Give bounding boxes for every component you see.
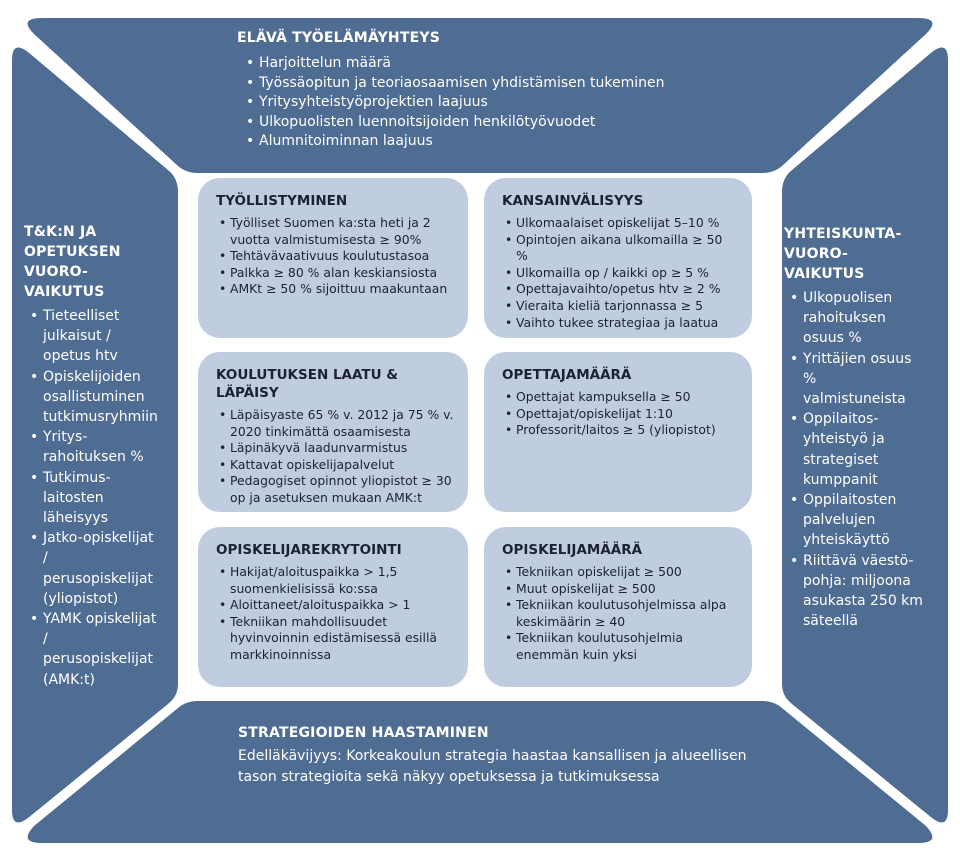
list-item: • Tieteelliset julkaisut / opetus htv xyxy=(43,306,159,367)
list-item: • Palkka ≥ 80 % alan keskiansiosta xyxy=(230,265,454,282)
left-title-line: T&K:N JA xyxy=(24,224,97,240)
box-koulutuksen-laatu xyxy=(198,352,468,512)
left-title-line: VAIKUTUS xyxy=(24,284,105,300)
right-title-line: VAIKUTUS xyxy=(784,266,865,282)
list-item: • Pedagogiset opinnot yliopistot ≥ 30 op ja asetuksen mukaan AMK:t xyxy=(230,473,454,506)
list-item: • Ulkomailla op / kaikki op ≥ 5 % xyxy=(516,265,738,282)
left-title-line: OPETUKSEN xyxy=(24,244,121,260)
list-item: • Oppilaitos-yhteistyö ja strategiset kumppanit xyxy=(803,409,923,490)
list-item: • Kattavat opiskelijapalvelut xyxy=(230,457,454,474)
list-item: • Ulkopuolisen rahoituksen osuus % xyxy=(803,288,923,349)
list-item: • Aloittaneet/aloituspaikka > 1 xyxy=(230,597,454,614)
left-list xyxy=(24,306,159,690)
left-title xyxy=(24,222,174,302)
list-item: • Hakijat/aloituspaikka > 1,5 suomenkielisissä ko:ssa xyxy=(230,564,454,597)
list-item: • Riittävä väestö-pohja: miljoona asukasta 250 km säteellä xyxy=(803,551,923,632)
list-item: • Opettajat kampuksella ≥ 50 xyxy=(516,389,738,406)
left-region xyxy=(24,222,174,690)
list-item: • Yrittäjien osuus % valmistuneista xyxy=(803,349,923,410)
list-item: • Tekniikan koulutusohjelmissa alpa keskimäärin ≥ 40 xyxy=(516,597,738,630)
bottom-title: STRATEGIOIDEN HAASTAMINEN xyxy=(238,725,489,741)
list-item: • Työlliset Suomen ka:sta heti ja 2 vuotta valmistumisesta ≥ 90% xyxy=(230,215,454,248)
top-list xyxy=(243,54,757,152)
list-item: • Läpinäkyvä laadunvarmistus xyxy=(230,440,454,457)
box-opiskelijamaara xyxy=(484,527,752,687)
list-item: • Tutkimus-laitosten läheisyys xyxy=(43,468,159,529)
box-tyollistyminen xyxy=(198,178,468,338)
list-item: • Oppilaitosten palvelujen yhteiskäyttö xyxy=(803,490,923,551)
list-item: • Alumnitoiminnan laajuus xyxy=(259,132,757,152)
box-title: OPISKELIJAREKRYTOINTI xyxy=(216,542,402,558)
list-item: • Vaihto tukee strategiaa ja laatua xyxy=(516,315,738,332)
right-title xyxy=(784,224,934,284)
list-item: • Yritys-rahoituksen % xyxy=(43,427,159,467)
box-list xyxy=(216,564,454,664)
right-title-line: VUORO- xyxy=(784,246,849,262)
list-item: • Muut opiskelijat ≥ 500 xyxy=(516,581,738,598)
list-item: • Opettajavaihto/opetus htv ≥ 2 % xyxy=(516,281,738,298)
list-item: • AMKt ≥ 50 % sijoittuu maakuntaan xyxy=(230,281,454,298)
list-item: • Työssäopitun ja teoriaosaamisen yhdistämisen tukeminen xyxy=(259,74,757,94)
right-title-line: YHTEISKUNTA- xyxy=(784,226,902,242)
box-list xyxy=(502,215,738,331)
bottom-text: Edelläkävijyys: Korkeakoulun strategia haastaa kansallisen ja alueellisen tason strategioita sekä näkyy opetuksessa ja tutkimuksessa xyxy=(238,748,747,785)
list-item: • Tekniikan mahdollisuudet hyvinvoinnin edistämisessä esillä markkinoinnissa xyxy=(230,614,454,664)
list-item: • Opiskelijoiden osallistuminen tutkimusryhmiin xyxy=(43,367,159,428)
box-list xyxy=(216,215,454,298)
bottom-region xyxy=(238,723,758,788)
top-title: ELÄVÄ TYÖELÄMÄYHTEYS xyxy=(237,30,440,46)
list-item: • Harjoittelun määrä xyxy=(259,54,757,74)
list-item: • Tekniikan opiskelijat ≥ 500 xyxy=(516,564,738,581)
box-title: TYÖLLISTYMINEN xyxy=(216,193,348,209)
list-item: • Opintojen aikana ulkomailla ≥ 50 % xyxy=(516,232,738,265)
box-title: OPISKELIJAMÄÄRÄ xyxy=(502,542,643,558)
list-item: • Ulkopuolisten luennoitsijoiden henkilötyövuodet xyxy=(259,113,757,133)
list-item: • Yritysyhteistyöprojektien laajuus xyxy=(259,93,757,113)
list-item: • Ulkomaalaiset opiskelijat 5–10 % xyxy=(516,215,738,232)
box-title: KOULUTUKSEN LAATU & LÄPÄISY xyxy=(216,367,399,401)
list-item: • Läpäisyaste 65 % v. 2012 ja 75 % v. 2020 tinkimättä osaamisesta xyxy=(230,407,454,440)
box-kansainvalisyys xyxy=(484,178,752,338)
box-title: KANSAINVÄLISYYS xyxy=(502,193,644,209)
right-region xyxy=(784,224,934,631)
box-list xyxy=(502,389,738,439)
list-item: • Jatko-opiskelijat / perusopiskelijat (yliopistot) xyxy=(43,528,159,609)
list-item: • Tekniikan koulutusohjelmia enemmän kuin yksi xyxy=(516,630,738,663)
list-item: • Vieraita kieliä tarjonnassa ≥ 5 xyxy=(516,298,738,315)
top-region xyxy=(237,28,757,152)
box-title: OPETTAJAMÄÄRÄ xyxy=(502,367,632,383)
box-opiskelijarekrytointi xyxy=(198,527,468,687)
box-list xyxy=(216,407,454,507)
list-item: • YAMK opiskelijat / perusopiskelijat (AMK:t) xyxy=(43,609,159,690)
list-item: • Professorit/laitos ≥ 5 (yliopistot) xyxy=(516,422,738,439)
list-item: • Opettajat/opiskelijat 1:10 xyxy=(516,406,738,423)
box-opettajamaara xyxy=(484,352,752,512)
list-item: • Tehtävävaativuus koulutustasoa xyxy=(230,248,454,265)
box-list xyxy=(502,564,738,664)
left-title-line: VUORO- xyxy=(24,264,89,280)
right-list xyxy=(784,288,923,631)
